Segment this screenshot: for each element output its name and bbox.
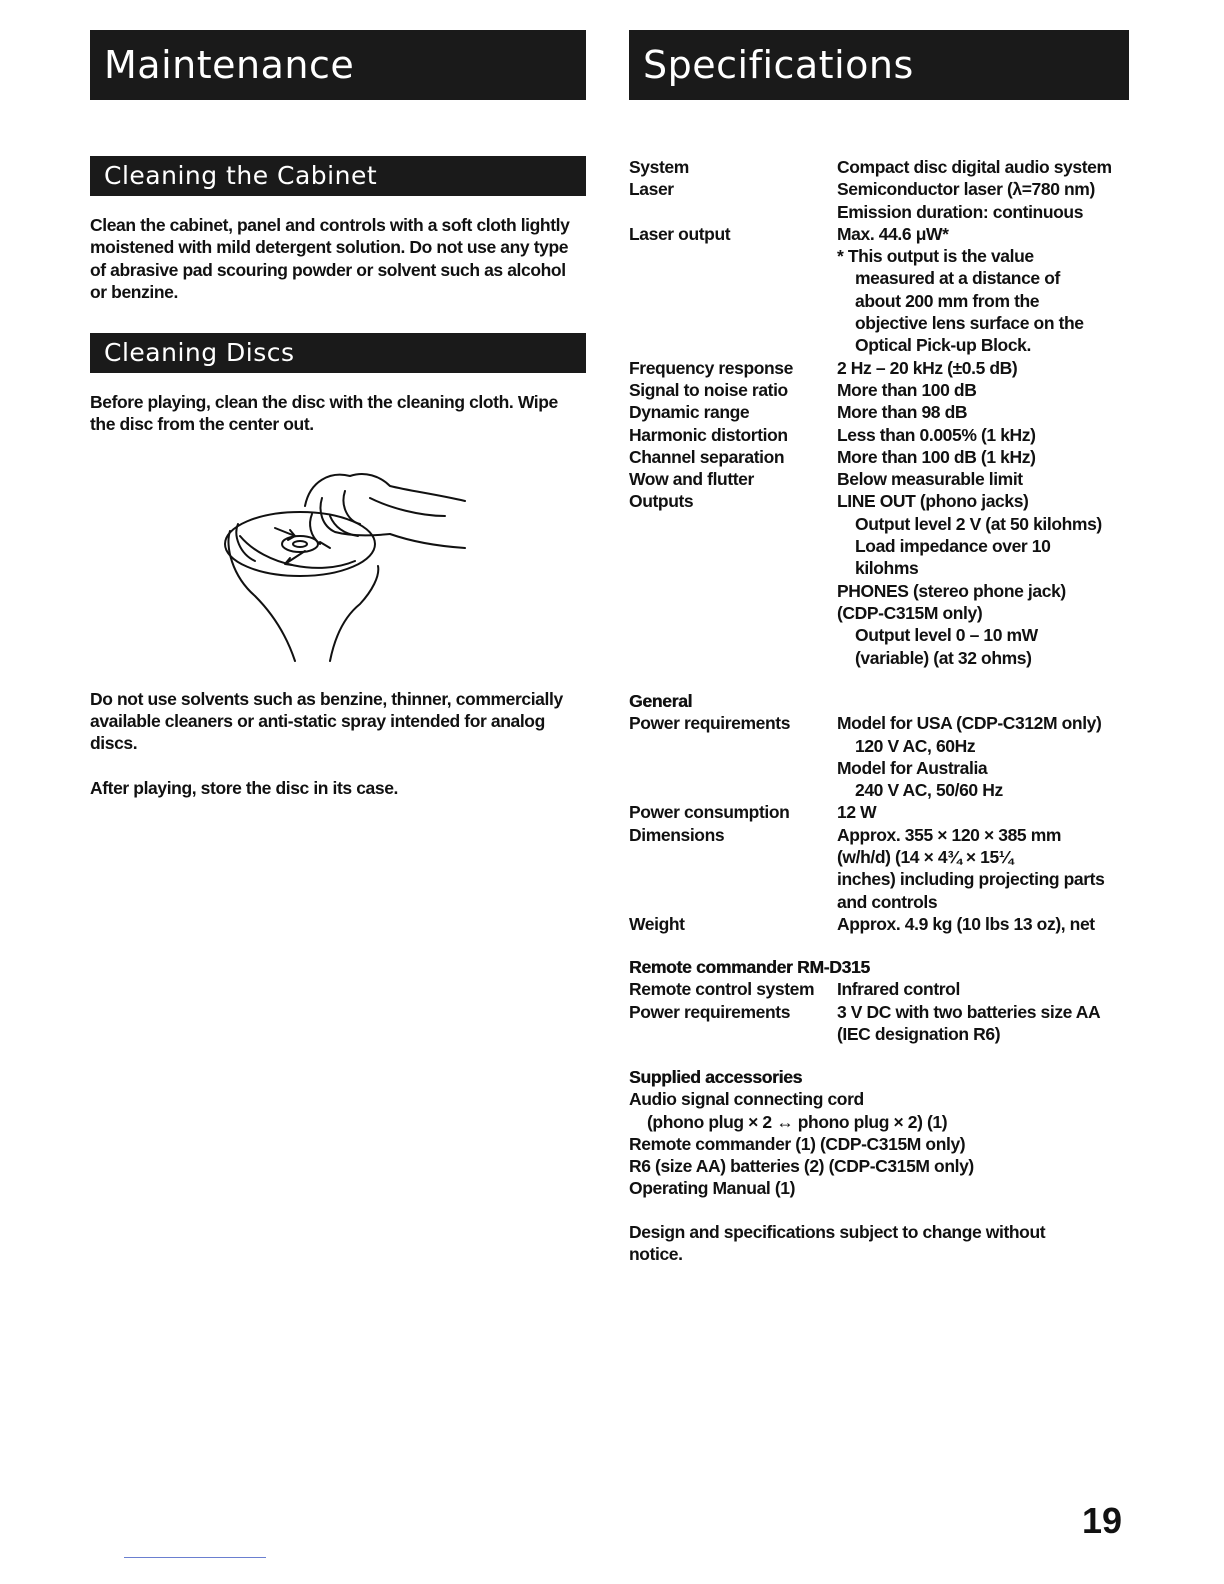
- spec-value: Semiconductor laser (λ=780 nm): [837, 179, 1095, 200]
- spec-value: Compact disc digital audio system: [837, 157, 1112, 177]
- spec-value: 240 V AC, 50/60 Hz: [855, 780, 1003, 801]
- spec-label: Signal to noise ratio: [629, 379, 788, 400]
- spec-value: 3 V DC with two batteries size AA: [837, 1001, 1101, 1022]
- storage-text: After playing, store the disc in its case.: [90, 777, 399, 798]
- spec-value: Model for Australia: [837, 757, 988, 778]
- solvent-warning-text: Do not use solvents such as benzine, thinner, commercially available cleaners or anti-static spray intended for analog discs.: [90, 688, 563, 754]
- list-item: R6 (size AA) batteries (2) (CDP-C315M only): [629, 1156, 974, 1177]
- spec-label: Laser: [629, 179, 674, 200]
- spec-label: Power requirements: [629, 1001, 791, 1022]
- notice-text: Design and specifications subject to change without notice.: [629, 1222, 1046, 1265]
- spec-row: [629, 357, 1129, 379]
- spec-value: More than 100 dB: [837, 379, 977, 400]
- spec-row: [629, 446, 1129, 468]
- spec-row: [629, 223, 1129, 357]
- spec-row: [629, 401, 1129, 423]
- maintenance-title: Maintenance: [90, 30, 586, 100]
- hand-wiping-disc-illustration: [90, 436, 586, 666]
- spec-value: More than 98 dB: [837, 402, 968, 423]
- cleaning-discs-heading: Cleaning Discs: [90, 333, 586, 373]
- spec-label: Power requirements: [629, 713, 791, 734]
- list-item: (phono plug × 2 ↔ phono plug × 2) (1): [647, 1111, 948, 1132]
- spec-row: [629, 824, 1129, 913]
- spec-value: Max. 44.6 μW*: [837, 223, 949, 244]
- spec-value: (variable) (at 32 ohms): [855, 647, 1032, 668]
- spec-value: LINE OUT (phono jacks): [837, 491, 1029, 512]
- specifications-section: [629, 30, 1129, 1265]
- cleaning-discs-text: Before playing, clean the disc with the cleaning cloth. Wipe the disc from the center out.: [90, 392, 558, 435]
- spec-label: Frequency response: [629, 357, 793, 378]
- spec-row: [629, 801, 1129, 823]
- accessories-title: Supplied accessories: [629, 1067, 802, 1087]
- spec-value: and controls: [837, 891, 938, 912]
- page-number: 19: [1082, 1500, 1123, 1541]
- spec-value: PHONES (stereo phone jack): [837, 580, 1066, 601]
- spec-value: inches) including projecting parts: [837, 869, 1105, 890]
- spec-value: kilohms: [855, 558, 919, 579]
- spec-note: * This output is the value: [837, 246, 1034, 267]
- spec-value: Less than 0.005% (1 kHz): [837, 424, 1036, 445]
- maintenance-section: [90, 30, 586, 799]
- spec-label: Outputs: [629, 491, 694, 512]
- spec-row: [629, 913, 1129, 935]
- accessories-list: [629, 1066, 1129, 1200]
- spec-value: 2 Hz – 20 kHz (±0.5 dB): [837, 357, 1018, 378]
- spec-label: Dynamic range: [629, 402, 750, 423]
- notice: [629, 1221, 1079, 1266]
- spec-label: Harmonic distortion: [629, 424, 788, 445]
- spec-label: Laser output: [629, 223, 731, 244]
- cleaning-cabinet-heading: Cleaning the Cabinet: [90, 156, 586, 196]
- spec-note: measured at a distance of: [855, 268, 1060, 289]
- spec-value: Load impedance over 10: [855, 536, 1051, 557]
- list-item: Remote commander (1) (CDP-C315M only): [629, 1133, 966, 1154]
- spec-label: Channel separation: [629, 446, 785, 467]
- spec-row: [629, 424, 1129, 446]
- spec-value: More than 100 dB (1 kHz): [837, 446, 1036, 467]
- spec-label: Weight: [629, 913, 685, 934]
- spec-value: Output level 0 – 10 mW: [855, 625, 1038, 646]
- spec-value: Approx. 355 × 120 × 385 mm: [837, 824, 1062, 845]
- spec-row: [629, 379, 1129, 401]
- spec-label: Wow and flutter: [629, 469, 754, 490]
- spec-row: [629, 468, 1129, 490]
- spec-note: about 200 mm from the: [855, 290, 1040, 311]
- spec-row: [629, 490, 1129, 668]
- cleaning-cabinet-text: Clean the cabinet, panel and controls with a soft cloth lightly moistened with mild detergent solution. Do not use any type of abrasive pad scouring powder or solvent such as alcohol or benzine.: [90, 215, 570, 302]
- spec-row: [629, 1001, 1129, 1046]
- remote-title: Remote commander RM-D315: [629, 957, 870, 977]
- spec-value: Below measurable limit: [837, 469, 1023, 490]
- spec-label: Power consumption: [629, 802, 790, 823]
- spec-note: Optical Pick-up Block.: [855, 335, 1031, 356]
- list-item: Operating Manual (1): [629, 1178, 796, 1199]
- spec-row: [629, 712, 1129, 801]
- spec-label: Dimensions: [629, 824, 725, 845]
- spec-value: Emission duration: continuous: [837, 201, 1084, 222]
- spec-label: Remote control system: [629, 979, 815, 1000]
- list-item: Audio signal connecting cord: [629, 1089, 864, 1110]
- spec-value: 120 V AC, 60Hz: [855, 735, 976, 756]
- spec-value: Model for USA (CDP-C312M only): [837, 713, 1102, 734]
- spec-value: (IEC designation R6): [837, 1023, 1001, 1044]
- spec-value: (w/h/d) (14 × 4¾ × 15¼: [837, 847, 1014, 868]
- footer-rule: [124, 1557, 266, 1558]
- spec-value: Approx. 4.9 kg (10 lbs 13 oz), net: [837, 913, 1095, 934]
- spec-value: (CDP-C315M only): [837, 602, 983, 623]
- spec-note: objective lens surface on the: [855, 313, 1084, 334]
- spec-label: System: [629, 157, 689, 177]
- specifications-title: Specifications: [629, 30, 1129, 100]
- spec-row: [629, 178, 1129, 223]
- remote-specs-table: [629, 956, 1129, 1045]
- general-title: General: [629, 691, 693, 711]
- spec-row: [629, 978, 1129, 1000]
- spec-value: Output level 2 V (at 50 kilohms): [855, 513, 1102, 534]
- spec-value: 12 W: [837, 802, 877, 823]
- system-specs-table: [629, 156, 1129, 669]
- general-specs-table: [629, 690, 1129, 935]
- spec-value: Infrared control: [837, 979, 960, 1000]
- spec-row: [629, 156, 1129, 178]
